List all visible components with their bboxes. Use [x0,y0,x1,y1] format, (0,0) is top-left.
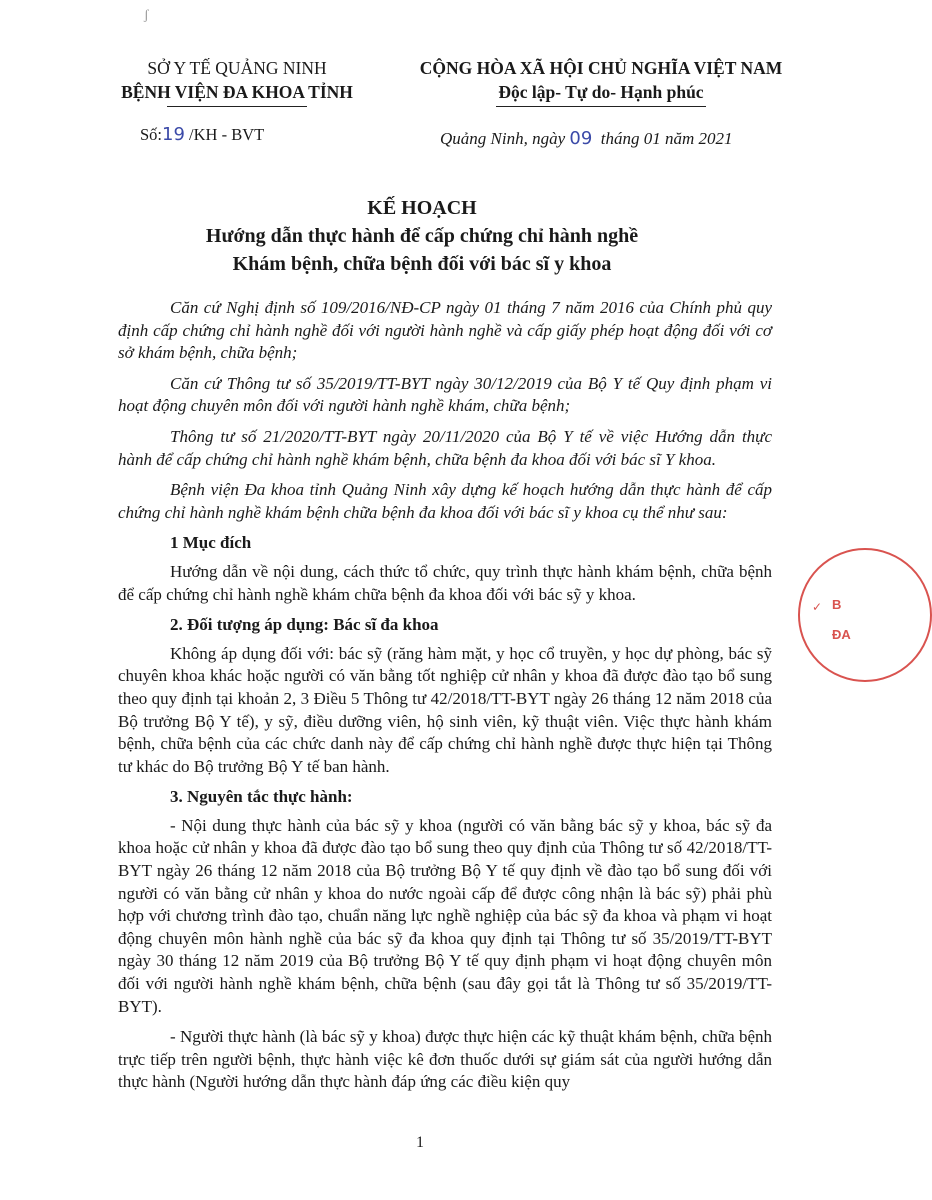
motto-underline [496,106,706,107]
doc-number-prefix: Số: [140,125,163,144]
title-main: KẾ HOẠCH [367,197,477,219]
document-title [70,194,774,278]
doc-number-suffix: /KH - BVT [189,125,265,144]
section-heading: 3. Nguyên tắc thực hành: [170,787,353,807]
national-motto-block [398,56,804,107]
stamp-mark: ✓ [812,600,823,614]
issuer-underline [167,106,307,107]
page-number: 1 [416,1134,424,1151]
preamble-paragraph: Thông tư số 21/2020/TT-BYT ngày 20/11/2020 của Bộ Y tế về việc Hướng dẫn thực hành để cấp chứng chỉ hành nghề khám bệnh, chữa bệnh đa khoa đối với bác sĩ Y khoa. [118,426,772,469]
section-paragraph: Hướng dẫn về nội dung, cách thức tổ chức, quy trình thực hành khám bệnh, chữa bệnh để cấp chứng chỉ hành nghề khám chữa bệnh đa khoa đối với bác sỹ y khoa. [118,561,772,604]
issuer-name: BỆNH VIỆN ĐA KHOA TỈNH [121,82,353,102]
title-sub-1: Hướng dẫn thực hành để cấp chứng chỉ hành nghề [205,225,639,247]
preamble-paragraph: Căn cứ Nghị định số 109/2016/NĐ-CP ngày 01 tháng 7 năm 2016 của Chính phủ quy định cấp chứng chỉ hành nghề đối với người hành nghề và cấp giấy phép hoạt động đối với cơ sở khám bệnh, chữa bệnh; [118,298,772,363]
date-suffix: tháng 01 năm 2021 [600,129,733,148]
section-paragraph: - Nội dung thực hành của bác sỹ y khoa (người có văn bằng bác sỹ y khoa, bác sỹ đa khoa hoặc cử nhân y khoa đã được đào tạo bổ sung theo quy định của Thông tư số 42/2018/TT-BYT ngày 26 tháng 12 năm 2018 của Bộ trưởng Bộ Y tế quy định về đào tạo bổ sung đối với người có văn bằng cử nhân y khoa do nước ngoài cấp để được công nhận là bác sỹ) phải phù hợp với chương trình đào tạo, chuẩn năng lực nghề nghiệp của bác sỹ đa khoa và phạm vi hoạt động chuyên môn hành nghề của bác sỹ đa khoa quy định tại Thông tư số 35/2019/TT-BYT ngày 30 tháng 12 năm 2019 của Bộ trưởng Bộ Y tế quy định phạm vi hoạt động chuyên môn đối với người hành nghề khám bệnh, chữa bệnh (sau đây gọi tắt là Thông tư số 35/2019/TT-BYT). [118,815,772,1016]
country-name: CỘNG HÒA XÃ HỘI CHỦ NGHĨA VIỆT NAM [419,58,783,78]
date-day-handwritten: 09 [569,128,593,149]
section-heading: 1 Mục đích [170,533,252,553]
issuer-block [92,56,382,107]
issuer-parent: SỞ Y TẾ QUẢNG NINH [147,58,327,78]
doc-number-handwritten: 19 [162,124,185,145]
document-number [140,124,264,145]
document-date [440,128,733,149]
motto: Độc lập- Tự do- Hạnh phúc [498,82,704,102]
scan-mark: ʃ [144,8,149,23]
stamp-letter: B [832,597,842,612]
document-body [118,297,772,1102]
stamp-letter: ĐA [832,627,851,642]
stamp-lettering [832,590,851,650]
section-paragraph: - Người thực hành (là bác sỹ y khoa) được thực hiện các kỹ thuật khám bệnh, chữa bệnh trực tiếp trên người bệnh, thực hành việc kê đơn thuốc dưới sự giám sát của người hướng dẫn thực hành (Người hướng dẫn thực hành đáp ứng các điều kiện quy [118,1027,772,1092]
preamble-paragraph: Bệnh viện Đa khoa tỉnh Quảng Ninh xây dựng kế hoạch hướng dẫn thực hành để cấp chứng chỉ hành nghề khám bệnh chữa bệnh đa khoa đối với bác sĩ y khoa cụ thể như sau: [118,480,772,522]
section-paragraph: Không áp dụng đối với: bác sỹ (răng hàm mặt, y học cổ truyền, y học dự phòng, bác sỹ chuyên khoa khác hoặc người có văn bằng tốt nghiệp cử nhân y khoa đã được đào tạo bổ sung theo quy định tại khoản 2, 3 Điều 5 Thông tư 42/2018/TT-BYT ngày 26 tháng 12 năm 2018 của Bộ trưởng Bộ Y tế), y sỹ, điều dưỡng viên, hộ sinh viên, kỹ thuật viên. Việc thực hành khám bệnh, chữa bệnh của các chức danh này để cấp chứng chỉ hành nghề được thực hiện tại Thông tư khác do Bộ trưởng Bộ Y tế ban hành. [118,643,772,776]
title-sub-2: Khám bệnh, chữa bệnh đối với bác sĩ y khoa [232,253,612,275]
section-heading: 2. Đối tượng áp dụng: Bác sĩ đa khoa [170,615,439,635]
red-seal-stamp [798,548,932,682]
preamble-paragraph: Căn cứ Thông tư số 35/2019/TT-BYT ngày 30/12/2019 của Bộ Y tế Quy định phạm vi hoạt động chuyên môn đối với người hành nghề khám, chữa bệnh; [118,373,772,416]
date-prefix: Quảng Ninh, ngày [440,129,566,148]
